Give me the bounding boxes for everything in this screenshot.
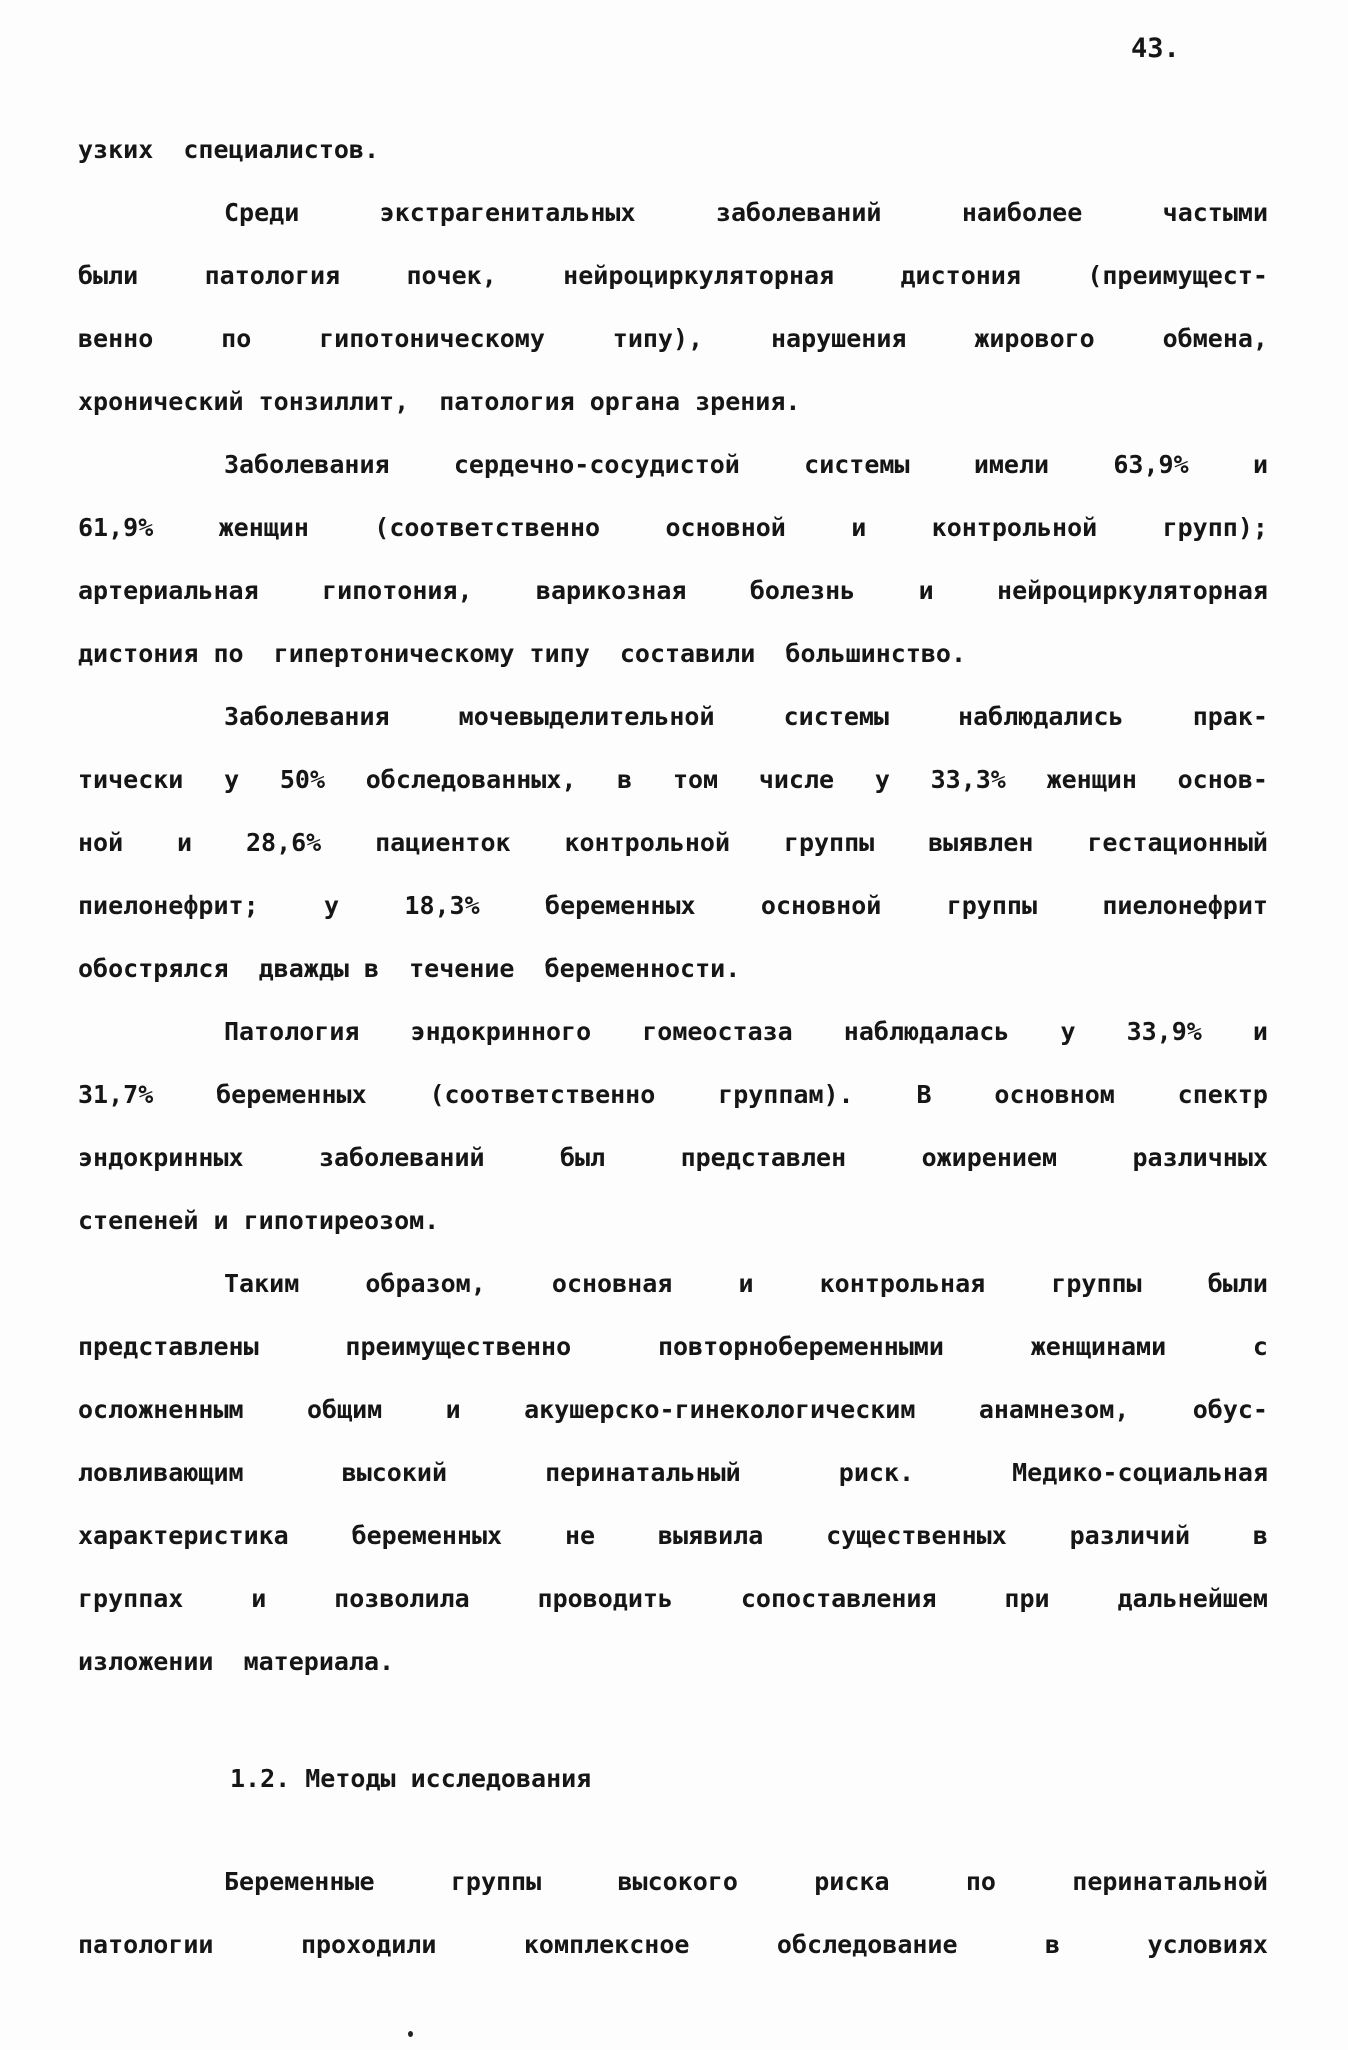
word: имели [973, 450, 1050, 479]
word: 31,7% [78, 1080, 154, 1109]
word: выявила [657, 1521, 764, 1550]
body-text [78, 118, 1268, 1693]
word: в [1045, 1930, 1061, 1959]
word: ожирением [921, 1143, 1058, 1172]
word: группах [78, 1584, 184, 1613]
word: патология [204, 261, 341, 290]
word: эндокринного [410, 1017, 592, 1046]
word: (соответственно [429, 1080, 656, 1109]
word: высокого [617, 1867, 738, 1896]
word: в [617, 765, 633, 794]
word: почек, [406, 261, 497, 290]
body-text-continued [78, 1850, 1268, 1976]
word: обследованных, [365, 765, 577, 794]
text-line [78, 1126, 1268, 1189]
word: Заболевания [224, 450, 390, 479]
word: патологии [78, 1930, 214, 1959]
word: проходили [300, 1930, 437, 1959]
text-line: изложении материала. [78, 1647, 395, 1676]
word: варикозная [535, 576, 687, 605]
word: сердечно-сосудистой [453, 450, 740, 479]
word: женщин [218, 513, 309, 542]
word: группы [946, 891, 1037, 920]
word: группы [1051, 1269, 1142, 1298]
word: ной [78, 828, 124, 857]
text-line [78, 1504, 1268, 1567]
word: обследование [776, 1930, 958, 1959]
text-line [78, 244, 1268, 307]
word: заболеваний [715, 198, 882, 227]
word: основной [760, 891, 882, 920]
word: основная [551, 1269, 673, 1298]
word: заболеваний [319, 1143, 485, 1172]
word: основной [665, 513, 786, 542]
word: 33,9% [1126, 1017, 1202, 1046]
text-line [78, 1063, 1268, 1126]
word: пациенток [375, 828, 511, 857]
word: наиболее [961, 198, 1083, 227]
word: женщинами [1030, 1332, 1167, 1361]
word: пиелонефрит; [78, 891, 259, 920]
word: группам). [718, 1080, 854, 1109]
word: 33,3% [930, 765, 1006, 794]
word: представлены [78, 1332, 259, 1361]
word: высокий [341, 1458, 447, 1487]
word: Беременные [224, 1867, 375, 1896]
word: не [564, 1521, 596, 1550]
word: при [1004, 1584, 1050, 1613]
word: дальнейшем [1117, 1584, 1268, 1613]
word: и [1252, 1017, 1268, 1046]
word: венно [78, 324, 154, 353]
word: наблюдались [958, 702, 1124, 731]
word: по [965, 1867, 996, 1896]
word: преимущественно [345, 1332, 572, 1361]
word: беременных [351, 1521, 503, 1550]
word: Медико-социальная [1012, 1458, 1268, 1487]
word: были [78, 261, 139, 290]
word: женщин [1046, 765, 1137, 794]
word: (соответственно [374, 513, 601, 542]
word: и [1252, 450, 1268, 479]
word: характеристика [78, 1521, 289, 1550]
text-line: дистония по гипертоническому типу составили большинство. [78, 639, 967, 668]
section-heading: 1.2. Методы исследования [230, 1764, 592, 1793]
text-line [78, 811, 1268, 874]
word: осложненным [78, 1395, 244, 1424]
word: и [738, 1269, 754, 1298]
word: В [916, 1080, 932, 1109]
word: по [221, 324, 252, 353]
word: пиелонефрит [1102, 891, 1268, 920]
word: общим [306, 1395, 383, 1424]
word: Заболевания [224, 702, 390, 731]
word: беременных [545, 891, 696, 920]
text-line [78, 874, 1268, 937]
word: риска [814, 1867, 890, 1896]
word: и [445, 1395, 461, 1424]
page-number: 43. [1131, 33, 1180, 64]
word: системы [804, 450, 910, 479]
word: числе [758, 765, 835, 794]
word: выявлен [928, 828, 1034, 857]
text-line: узких специалистов. [78, 135, 380, 164]
text-line [78, 1252, 1268, 1315]
ink-speck [408, 2031, 413, 2037]
word: представлен [680, 1143, 847, 1172]
word: контрольная [819, 1269, 986, 1298]
word: наблюдалась [843, 1017, 1010, 1046]
word: образом, [365, 1269, 486, 1298]
word: позволила [334, 1584, 470, 1613]
word: основ- [1177, 765, 1268, 794]
word: перинатальный [545, 1458, 741, 1487]
word: гипотония, [322, 576, 473, 605]
word: группы [450, 1867, 542, 1896]
word: и [177, 828, 193, 857]
word: у [224, 765, 240, 794]
word: основном [994, 1080, 1115, 1109]
word: 61,9% [78, 513, 154, 542]
word: и [251, 1584, 267, 1613]
word: повторнобеременными [657, 1332, 944, 1361]
word: болезнь [749, 576, 856, 605]
word: тически [78, 765, 184, 794]
text-line: хронический тонзиллит, патология органа зрения. [78, 387, 801, 416]
text-line [78, 559, 1268, 622]
text-line [78, 433, 1268, 496]
word: (преимущест- [1087, 261, 1268, 290]
word: 63,9% [1113, 450, 1189, 479]
word: мочевыделительной [458, 702, 715, 731]
word: групп); [1162, 513, 1268, 542]
text-line: степеней и гипотиреозом. [78, 1206, 440, 1235]
text-line [78, 181, 1268, 244]
text-line: обострялся дважды в течение беременности. [78, 954, 741, 983]
word: различных [1132, 1143, 1268, 1172]
text-line [78, 1378, 1268, 1441]
word: гомеостаза [642, 1017, 793, 1046]
word: сопоставления [740, 1584, 937, 1613]
word: ловливающим [78, 1458, 244, 1487]
word: том [672, 765, 719, 794]
word: нейроциркуляторная [563, 261, 835, 290]
word: контрольной [931, 513, 1098, 542]
word: частыми [1162, 198, 1268, 227]
text-line [78, 1913, 1268, 1976]
word: нарушения [770, 324, 907, 353]
word: гипотоническому [319, 324, 545, 353]
word: системы [783, 702, 889, 731]
word: риск. [838, 1458, 915, 1487]
text-line [78, 496, 1268, 559]
word: эндокринных [78, 1143, 244, 1172]
word: акушерско-гинекологическим [524, 1395, 916, 1424]
word: 50% [279, 765, 326, 794]
text-line [78, 1567, 1268, 1630]
word: у [323, 891, 340, 920]
text-line [78, 307, 1268, 370]
word: Таким [224, 1269, 300, 1298]
text-line [78, 1441, 1268, 1504]
word: с [1252, 1332, 1268, 1361]
word: дистония [900, 261, 1021, 290]
word: беременных [216, 1080, 367, 1109]
word: типу), [612, 324, 704, 353]
word: были [1207, 1269, 1268, 1298]
word: артериальная [78, 576, 259, 605]
word: экстрагенитальных [379, 198, 636, 227]
word: группы [783, 828, 875, 857]
text-line [78, 1315, 1268, 1378]
word: Среди [224, 198, 300, 227]
word: Патология [224, 1017, 360, 1046]
word: у [874, 765, 890, 794]
word: и [918, 576, 934, 605]
word: прак- [1192, 702, 1268, 731]
word: нейроциркуляторная [997, 576, 1268, 605]
word: условиях [1147, 1930, 1268, 1959]
word: был [560, 1143, 606, 1172]
word: различий [1069, 1521, 1191, 1550]
word: спектр [1177, 1080, 1268, 1109]
word: контрольной [564, 828, 731, 857]
text-line [78, 1850, 1268, 1913]
word: обус- [1192, 1395, 1268, 1424]
word: существенных [826, 1521, 1007, 1550]
word: 28,6% [245, 828, 322, 857]
text-line [78, 1000, 1268, 1063]
word: в [1252, 1521, 1268, 1550]
word: комплексное [523, 1930, 690, 1959]
text-line [78, 748, 1268, 811]
word: обмена, [1162, 324, 1268, 353]
word: анамнезом, [978, 1395, 1130, 1424]
word: перинатальной [1072, 1867, 1268, 1896]
word: и [851, 513, 867, 542]
word: у [1060, 1017, 1076, 1046]
word: жирового [974, 324, 1095, 353]
word: проводить [537, 1584, 673, 1613]
text-line [78, 685, 1268, 748]
word: 18,3% [404, 891, 480, 920]
word: гестационный [1087, 828, 1268, 857]
